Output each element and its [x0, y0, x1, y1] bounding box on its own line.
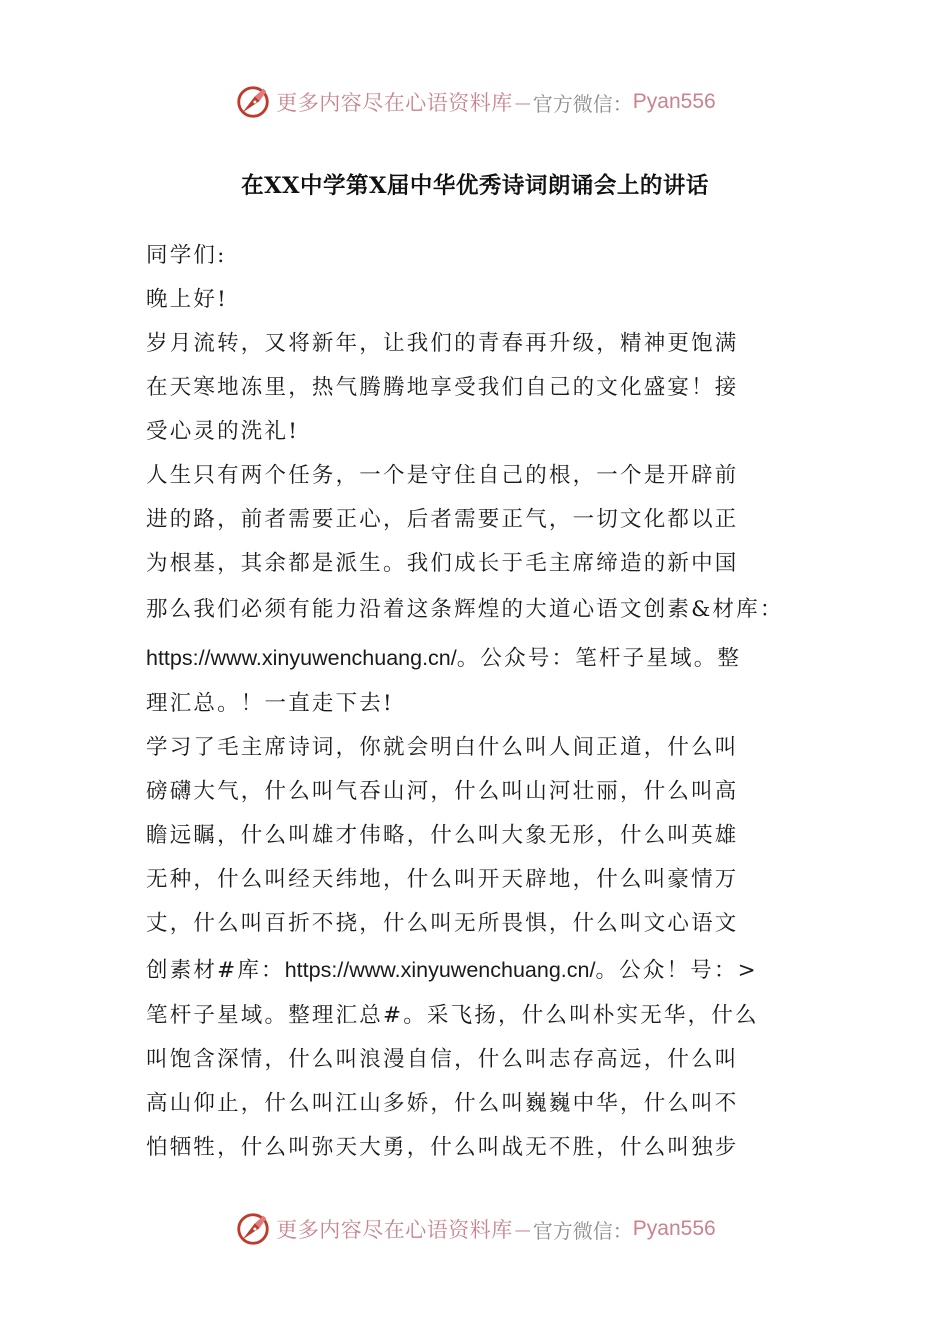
paragraph-line: 理汇总。！一直走下去!: [146, 691, 394, 716]
paragraph-line: 笔杆子星域。整理汇总#。采飞扬，什么叫朴实无华，什么: [146, 1003, 759, 1028]
paragraph-line: 那么我们必须有能力沿着这条辉煌的大道心语文创素&材库：: [146, 597, 784, 622]
banner-text: 更多内容尽在心语资料库: [276, 1218, 513, 1242]
banner-separator: —: [514, 92, 531, 112]
paragraph-line: 在天寒地冻里，热气腾腾地享受我们自己的文化盛宴！接: [146, 375, 739, 400]
wechat-label: 官方微信：: [532, 1218, 633, 1243]
paragraph-line: 晚上好!: [146, 287, 228, 312]
paragraph-line-with-url: 创素材#库：https://www.xinyuwenchuang.cn/。公众！号：>: [146, 958, 758, 983]
paragraph-line: 进的路，前者需要正心，后者需要正气，一切文化都以正: [146, 507, 739, 532]
document-title: 在XX中学第X届中华优秀诗词朗诵会上的讲话: [241, 173, 709, 199]
paragraph-line: 人生只有两个任务，一个是守住自己的根，一个是开辟前: [146, 463, 739, 488]
paragraph-line: 学习了毛主席诗词，你就会明白什么叫人间正道，什么叫: [146, 735, 739, 760]
paragraph-line: 无种，什么叫经天纬地，什么叫开天辟地，什么叫豪情万: [146, 867, 739, 892]
paragraph-line: 岁月流转，又将新年，让我们的青春再升级，精神更饱满: [146, 331, 739, 356]
document-body: [146, 234, 818, 1170]
pen-nib-logo-icon: [234, 1210, 272, 1248]
wechat-label: 官方微信：: [532, 91, 633, 116]
footer-banner: [0, 1207, 950, 1251]
banner-separator: —: [514, 1219, 531, 1239]
header-banner: [0, 80, 950, 124]
paragraph-line: 磅礴大气，什么叫气吞山河，什么叫山河壮丽，什么叫高: [146, 779, 739, 804]
wechat-id: Pyan556: [632, 1217, 716, 1240]
pen-nib-logo-icon: [234, 83, 272, 121]
paragraph-line: 为根基，其余都是派生。我们成长于毛主席缔造的新中国: [146, 551, 739, 576]
paragraph-line: 瞻远瞩，什么叫雄才伟略，什么叫大象无形，什么叫英雄: [146, 823, 739, 848]
banner-text: 更多内容尽在心语资料库: [276, 91, 513, 115]
website-url: https://www.xinyuwenchuang.cn/: [284, 958, 596, 982]
paragraph-line: 叫饱含深情，什么叫浪漫自信，什么叫志存高远，什么叫: [146, 1047, 739, 1072]
website-url: https://www.xinyuwenchuang.cn/: [146, 646, 457, 670]
paragraph-line: 怕牺牲，什么叫弥天大勇，什么叫战无不胜，什么叫独步: [146, 1135, 739, 1160]
wechat-id: Pyan556: [632, 90, 716, 113]
paragraph-line: 丈，什么叫百折不挠，什么叫无所畏惧，什么叫文心语文: [146, 911, 739, 936]
paragraph-line: 同学们:: [146, 243, 227, 268]
paragraph-line-with-url: https://www.xinyuwenchuang.cn/。公众号：笔杆子星域。整: [146, 646, 742, 671]
paragraph-line: 受心灵的洗礼!: [146, 419, 300, 444]
paragraph-line: 高山仰止，什么叫江山多娇，什么叫巍巍中华，什么叫不: [146, 1091, 739, 1116]
